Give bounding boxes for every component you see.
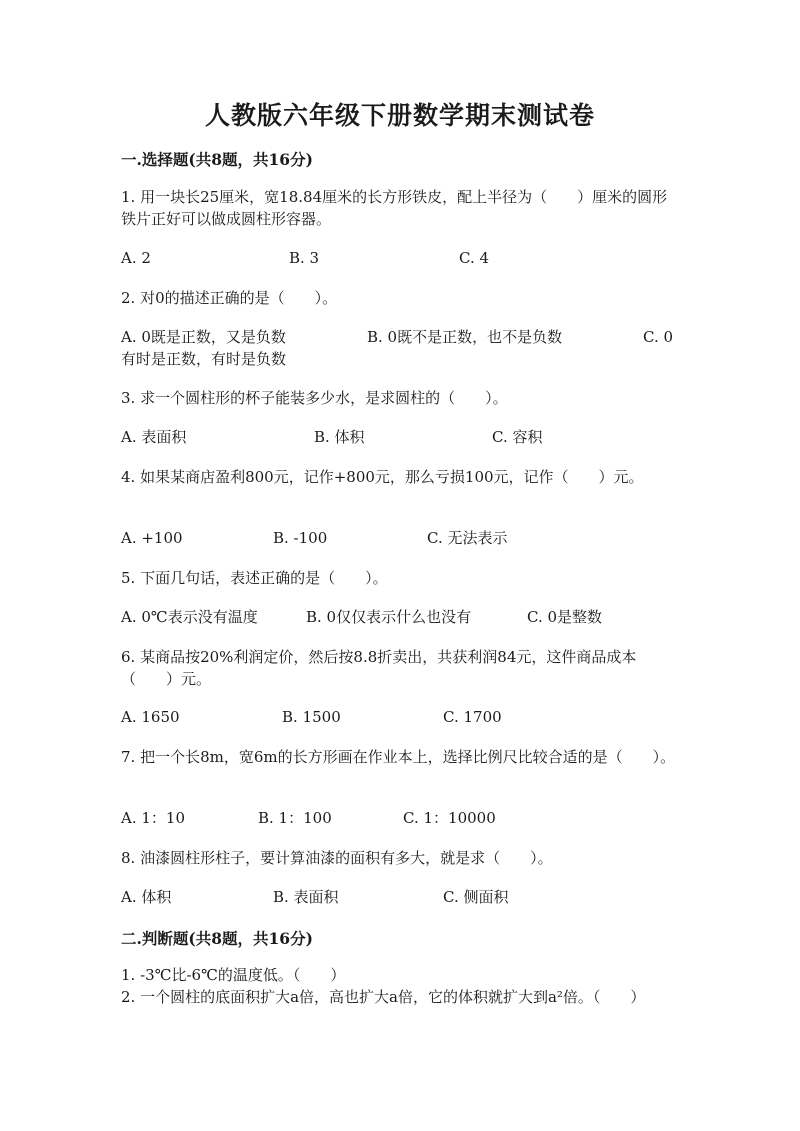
question-8-options xyxy=(121,886,681,908)
question-2: 2. 对0的描述正确的是（ ）。 xyxy=(121,289,338,307)
option-c[interactable]: C. 0 xyxy=(643,328,674,346)
question-3-options xyxy=(121,426,681,448)
option-b[interactable]: B. 1：100 xyxy=(258,809,332,827)
judgment-question-2: 2. 一个圆柱的底面积扩大a倍，高也扩大a倍，它的体积就扩大到a²倍。（ ） xyxy=(121,988,646,1006)
option-a[interactable]: A. 0℃表示没有温度 xyxy=(121,608,258,626)
question-7: 7. 把一个长8m，宽6m的长方形画在作业本上，选择比例尺比较合适的是（ ）。 xyxy=(121,748,676,766)
option-a[interactable]: A. +100 xyxy=(121,529,183,547)
question-6-options xyxy=(121,706,681,728)
question-5: 5. 下面几句话，表述正确的是（ ）。 xyxy=(121,569,388,587)
question-2-options xyxy=(121,326,681,348)
option-a[interactable]: A. 2 xyxy=(121,249,151,267)
page-title: 人教版六年级下册数学期末测试卷 xyxy=(204,101,595,130)
question-1-options xyxy=(121,247,681,269)
question-5-options xyxy=(121,606,681,628)
option-b[interactable]: B. -100 xyxy=(273,529,328,547)
option-b[interactable]: B. 0仅仅表示什么也没有 xyxy=(306,608,472,626)
option-b[interactable]: B. 3 xyxy=(289,249,320,267)
question-1: 1. 用一块长25厘米，宽18.84厘米的长方形铁皮，配上半径为（ ）厘米的圆形铁片正好可以做成圆柱形容器。 xyxy=(121,188,668,228)
question-4-options xyxy=(121,527,681,549)
judgment-question-1: 1. -3℃比-6℃的温度低。（ ） xyxy=(121,966,346,984)
question-8: 8. 油漆圆柱形柱子，要计算油漆的面积有多大，就是求（ ）。 xyxy=(121,849,553,867)
option-a[interactable]: A. 表面积 xyxy=(121,428,187,446)
option-c[interactable]: C. 1700 xyxy=(443,708,502,726)
option-b[interactable]: B. 0既不是正数，也不是负数 xyxy=(367,328,563,346)
option-a[interactable]: A. 1：10 xyxy=(121,809,185,827)
question-6: 6. 某商品按20%利润定价，然后按8.8折卖出，共获利润84元，这件商品成本（ ）元。 xyxy=(121,648,637,688)
option-b[interactable]: B. 表面积 xyxy=(273,888,339,906)
option-a[interactable]: A. 1650 xyxy=(121,708,180,726)
option-c[interactable]: C. 0是整数 xyxy=(527,608,603,626)
section-heading-choice: 一.选择题(共8题，共16分) xyxy=(121,150,313,169)
question-2-options-continued xyxy=(121,348,681,370)
option-c-continued: 有时是正数，有时是负数 xyxy=(121,350,287,368)
question-4: 4. 如果某商店盈利800元，记作+800元，那么亏损100元，记作（ ）元。 xyxy=(121,468,644,486)
option-c[interactable]: C. 侧面积 xyxy=(443,888,509,906)
section-heading-judgment: 二.判断题(共8题，共16分) xyxy=(121,929,313,948)
option-a[interactable]: A. 体积 xyxy=(121,888,172,906)
option-c[interactable]: C. 4 xyxy=(459,249,490,267)
option-b[interactable]: B. 体积 xyxy=(314,428,365,446)
question-7-options xyxy=(121,807,681,829)
option-a[interactable]: A. 0既是正数，又是负数 xyxy=(121,328,286,346)
option-b[interactable]: B. 1500 xyxy=(282,708,341,726)
option-c[interactable]: C. 1：10000 xyxy=(403,809,496,827)
question-3: 3. 求一个圆柱形的杯子能装多少水，是求圆柱的（ ）。 xyxy=(121,389,508,407)
option-c[interactable]: C. 无法表示 xyxy=(427,529,508,547)
option-c[interactable]: C. 容积 xyxy=(492,428,543,446)
